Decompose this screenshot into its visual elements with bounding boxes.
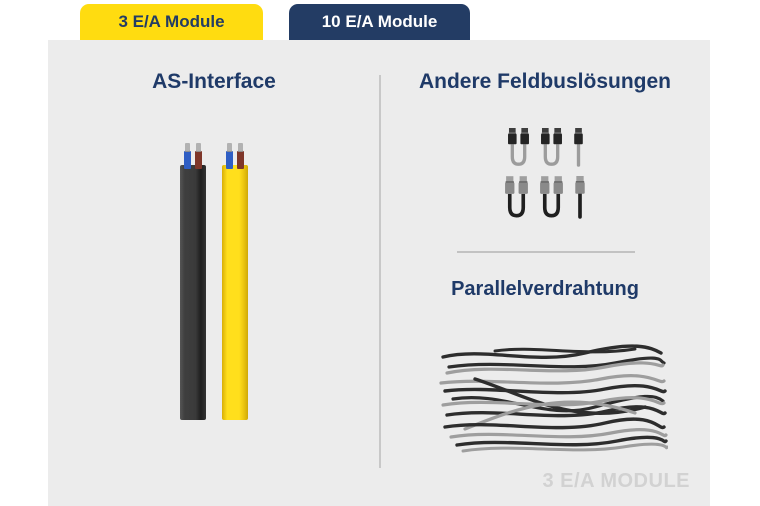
as-interface-title: AS-Interface xyxy=(152,70,276,93)
wire-tip-icon xyxy=(196,143,201,152)
blue-wire-icon xyxy=(184,151,191,169)
wire-tip-icon xyxy=(238,143,243,152)
blue-wire-icon xyxy=(226,151,233,169)
asi-flat-cable-yellow-icon xyxy=(222,165,248,420)
comparison-panel xyxy=(48,40,710,506)
fieldbus-cable-pair-icon xyxy=(539,128,564,168)
fieldbus-cable-pair-icon xyxy=(538,176,565,220)
tab-10-ea-module[interactable]: 10 E/A Module xyxy=(289,4,470,40)
tab-3-ea-module[interactable]: 3 E/A Module xyxy=(80,4,263,40)
tangled-wires-icon xyxy=(435,343,668,455)
wire-tip-icon xyxy=(227,143,232,152)
fieldbus-cable-row-black xyxy=(380,176,710,220)
fieldbus-cable-pair-icon xyxy=(506,128,531,168)
fieldbus-title: Andere Feldbuslösungen xyxy=(418,70,672,93)
asi-flat-cable-black-icon xyxy=(180,165,206,420)
fieldbus-cable-pair-icon xyxy=(503,176,530,220)
horizontal-divider xyxy=(457,251,635,253)
fieldbus-cable-single-icon xyxy=(572,128,585,168)
brown-wire-icon xyxy=(237,151,244,169)
watermark-label: 3 E/A MODULE xyxy=(542,470,690,492)
fieldbus-cable-row-gray xyxy=(380,128,710,168)
brown-wire-icon xyxy=(195,151,202,169)
wire-tip-icon xyxy=(185,143,190,152)
fieldbus-cable-single-icon xyxy=(573,176,587,220)
parallel-wiring-title: Parallelverdrahtung xyxy=(451,278,639,300)
